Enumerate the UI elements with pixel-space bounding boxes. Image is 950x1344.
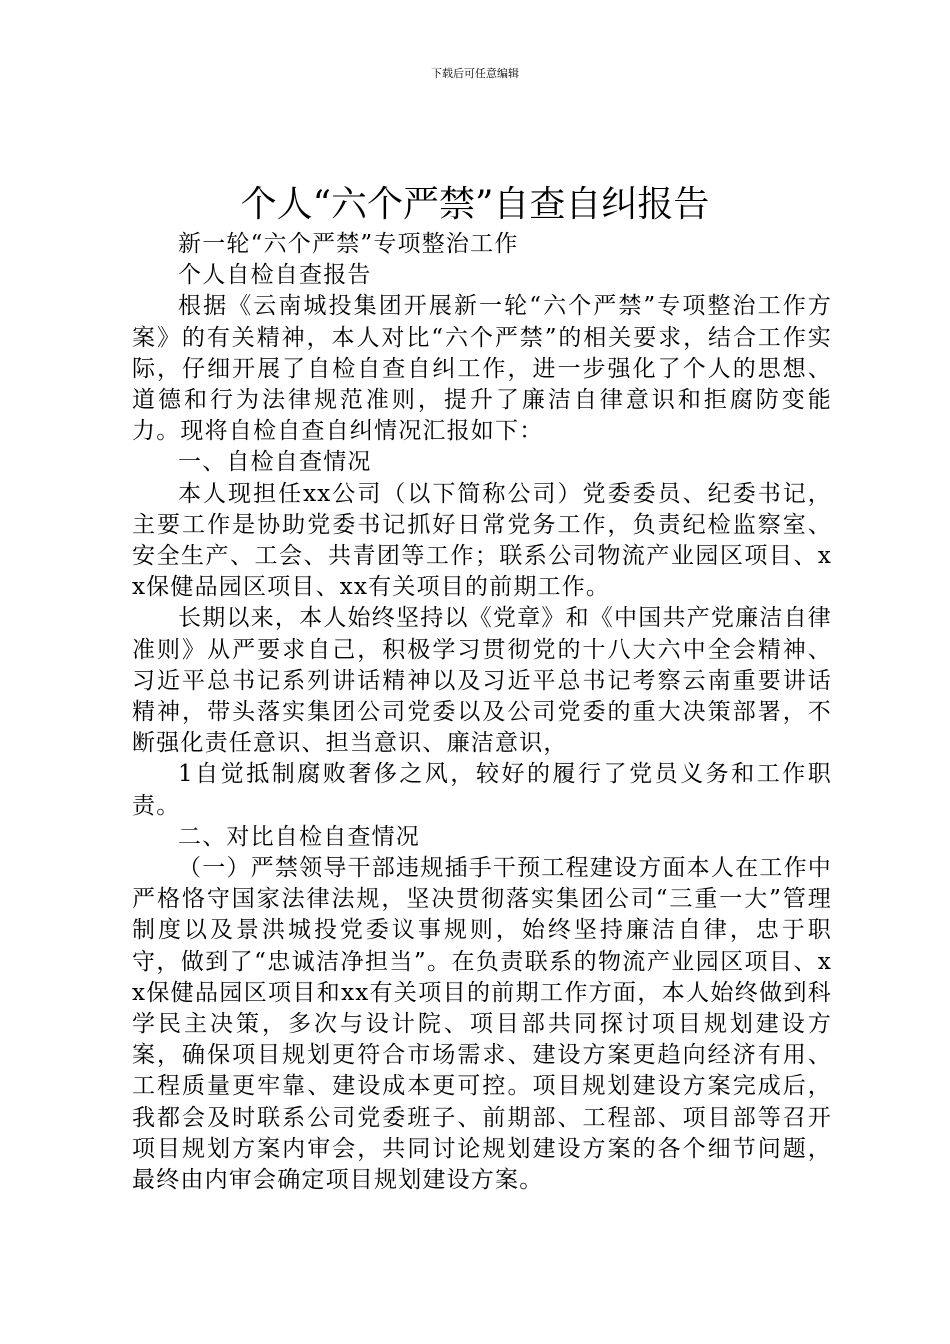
paragraph-item-1: （一）严禁领导干部违规插手干预工程建设方面本人在工作中严格恪守国家法律法规，坚决贯彻落实集团公司“三重一大”管理制度以及景洪城投党委议事规则，始终坚持廉洁自律，忠于职守，做到了“忠诚洁净担当”。在负责联系的物流产业园区项目、xx保健品园区项目和xx有关项目的前期工作方面，本人始终做到科学民主决策，多次与设计院、项目部共同探讨项目规划建设方案，确保项目规划更符合市场需求、建设方案更趋向经济有用、工程质量更牢靠、建设成本更可控。项目规划建设方案完成后，我都会及时联系公司党委班子、前期部、工程部、项目部等召开项目规划方案内审会，共同讨论规划建设方案的各个细节问题，最终由内审会确定项目规划建设方案。 [132, 855, 832, 1194]
page-header-note: 下载后可任意编辑 [431, 67, 519, 80]
paragraph-position: 本人现担任xx公司（以下简称公司）党委委员、纪委书记，主要工作是协助党委书记抓好日常党务工作，负责纪检监察室、安全生产、工会、共青团等工作；联系公司物流产业园区项目、xx保健品园区项目、xx有关项目的前期工作。 [132, 480, 832, 601]
paragraph-commitment: 长期以来，本人始终坚持以《党章》和《中国共产党廉洁自律准则》从严要求自己，积极学习贯彻党的十八大六中全会精神、习近平总书记系列讲话精神以及习近平总书记考察云南重要讲话精神，带头落实集团公司党委以及公司党委的重大决策部署，不断强化责任意识、担当意识、廉洁意识， [132, 605, 832, 757]
paragraph-subtitle-2: 个人自检自查报告 [178, 262, 372, 289]
section-heading-2: 二、对比自检自查情况 [178, 823, 420, 850]
document-title: 个人“六个严禁”自查自纠报告 [240, 184, 710, 225]
section-heading-1: 一、自检自查情况 [178, 449, 372, 476]
paragraph-duties: 1自觉抵制腐败奢侈之风，较好的履行了党员义务和工作职责。 [132, 761, 832, 819]
paragraph-intro: 根据《云南城投集团开展新一轮“六个严禁”专项整治工作方案》的有关精神，本人对比“六个严禁”的相关要求，结合工作实际，仔细开展了自检自查自纠工作，进一步强化了个人的思想、道德和行为法律规范准则，提升了廉洁自律意识和拒腐防变能力。现将自检自查自纠情况汇报如下： [132, 293, 832, 445]
paragraph-subtitle-1: 新一轮“六个严禁”专项整治工作 [178, 231, 519, 257]
document-body [132, 229, 832, 1196]
